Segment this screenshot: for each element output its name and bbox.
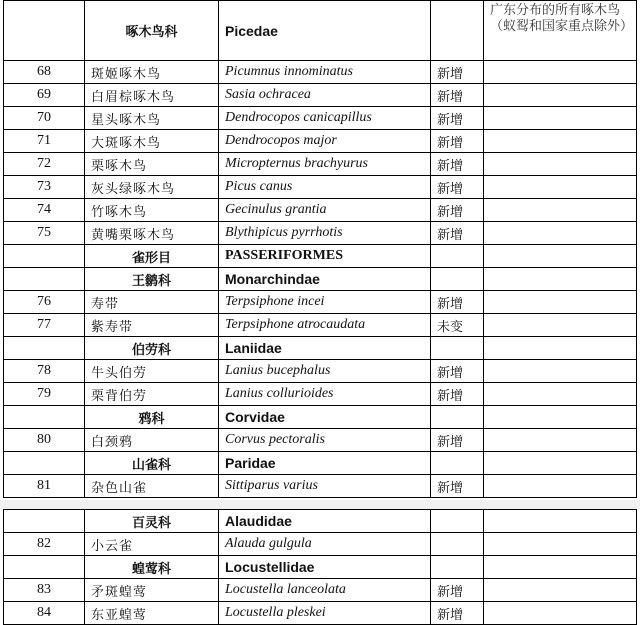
- species-number: 79: [4, 383, 85, 406]
- species-status: 新增: [431, 475, 484, 498]
- species-status: 新增: [431, 153, 484, 176]
- species-number: 78: [4, 360, 85, 383]
- family-latin-name: Laniidae: [219, 337, 431, 360]
- group-status-cell: [431, 556, 484, 579]
- species-scientific-name: Blythipicus pyrrhotis: [219, 222, 431, 245]
- species-scientific-name: Lanius collurioides: [219, 383, 431, 406]
- group-number-cell: [4, 406, 85, 429]
- species-note-cell: [484, 222, 637, 245]
- species-note-cell: [484, 176, 637, 199]
- family-chinese-name: 伯劳科: [85, 337, 219, 360]
- table-header-row: [4, 1, 637, 61]
- species-row: [4, 107, 637, 130]
- species-status: 新增: [431, 222, 484, 245]
- header-status-cell: [431, 1, 484, 61]
- species-chinese-name: 大斑啄木鸟: [85, 130, 219, 153]
- species-row: [4, 84, 637, 107]
- header-note: 广东分布的所有啄木鸟（蚁䴕和国家重点除外）: [484, 1, 637, 61]
- species-note-cell: [484, 360, 637, 383]
- species-number: 76: [4, 291, 85, 314]
- species-scientific-name: Sasia ochracea: [219, 84, 431, 107]
- species-note-cell: [484, 199, 637, 222]
- species-scientific-name: Locustella pleskei: [219, 602, 431, 625]
- group-note-cell: [484, 337, 637, 360]
- group-note-cell: [484, 510, 637, 533]
- species-chinese-name: 栗啄木鸟: [85, 153, 219, 176]
- header-number-cell: [4, 1, 85, 61]
- species-scientific-name: Gecinulus grantia: [219, 199, 431, 222]
- species-note-cell: [484, 475, 637, 498]
- species-scientific-name: Picus canus: [219, 176, 431, 199]
- family-latin-name: Monarchindae: [219, 268, 431, 291]
- species-chinese-name: 杂色山雀: [85, 475, 219, 498]
- family-latin-name: Corvidae: [219, 406, 431, 429]
- family-latin-name: Alaudidae: [219, 510, 431, 533]
- header-family-cn: 啄木鸟科: [85, 1, 219, 61]
- species-note-cell: [484, 84, 637, 107]
- species-note-cell: [484, 429, 637, 452]
- species-row: [4, 153, 637, 176]
- order-row: [4, 245, 637, 268]
- species-number: 70: [4, 107, 85, 130]
- group-status-cell: [431, 268, 484, 291]
- family-chinese-name: 王鹟科: [85, 268, 219, 291]
- species-chinese-name: 白眉棕啄木鸟: [85, 84, 219, 107]
- species-status: 新增: [431, 107, 484, 130]
- species-note-cell: [484, 61, 637, 84]
- species-row: [4, 602, 637, 625]
- species-row: [4, 222, 637, 245]
- group-number-cell: [4, 245, 85, 268]
- species-table-bottom: [3, 509, 637, 625]
- species-scientific-name: Dendrocopos canicapillus: [219, 107, 431, 130]
- species-status: 新增: [431, 602, 484, 625]
- family-chinese-name: 鸦科: [85, 406, 219, 429]
- species-note-cell: [484, 130, 637, 153]
- species-row: [4, 176, 637, 199]
- group-status-cell: [431, 406, 484, 429]
- group-note-cell: [484, 406, 637, 429]
- species-number: 84: [4, 602, 85, 625]
- header-family-lat: Picedae: [219, 1, 431, 61]
- species-number: 81: [4, 475, 85, 498]
- group-note-cell: [484, 245, 637, 268]
- species-number: 74: [4, 199, 85, 222]
- family-row: [4, 406, 637, 429]
- species-row: [4, 429, 637, 452]
- species-chinese-name: 灰头绿啄木鸟: [85, 176, 219, 199]
- group-note-cell: [484, 556, 637, 579]
- group-status-cell: [431, 245, 484, 268]
- species-status: 新增: [431, 360, 484, 383]
- group-status-cell: [431, 337, 484, 360]
- species-chinese-name: 斑姬啄木鸟: [85, 61, 219, 84]
- species-status: 新增: [431, 84, 484, 107]
- species-number: 80: [4, 429, 85, 452]
- page-break-gap: [0, 500, 640, 509]
- species-note-cell: [484, 533, 637, 556]
- species-number: 68: [4, 61, 85, 84]
- species-chinese-name: 寿带: [85, 291, 219, 314]
- species-number: 72: [4, 153, 85, 176]
- species-scientific-name: Alauda gulgula: [219, 533, 431, 556]
- species-note-cell: [484, 153, 637, 176]
- species-scientific-name: Terpsiphone incei: [219, 291, 431, 314]
- species-chinese-name: 白颈鸦: [85, 429, 219, 452]
- species-number: 83: [4, 579, 85, 602]
- species-row: [4, 533, 637, 556]
- species-number: 69: [4, 84, 85, 107]
- species-note-cell: [484, 291, 637, 314]
- group-number-cell: [4, 452, 85, 475]
- species-chinese-name: 紫寿带: [85, 314, 219, 337]
- species-table-top: [3, 0, 637, 498]
- species-row: [4, 475, 637, 498]
- species-chinese-name: 东亚蝗莺: [85, 602, 219, 625]
- species-status: 未变: [431, 314, 484, 337]
- species-row: [4, 291, 637, 314]
- species-scientific-name: Sittiparus varius: [219, 475, 431, 498]
- species-number: 71: [4, 130, 85, 153]
- species-status: 新增: [431, 130, 484, 153]
- species-note-cell: [484, 383, 637, 406]
- group-number-cell: [4, 268, 85, 291]
- species-status: 新增: [431, 176, 484, 199]
- species-chinese-name: 栗背伯劳: [85, 383, 219, 406]
- species-chinese-name: 小云雀: [85, 533, 219, 556]
- species-row: [4, 130, 637, 153]
- group-note-cell: [484, 452, 637, 475]
- family-chinese-name: 百灵科: [85, 510, 219, 533]
- species-status: 新增: [431, 383, 484, 406]
- species-number: 75: [4, 222, 85, 245]
- species-scientific-name: Terpsiphone atrocaudata: [219, 314, 431, 337]
- species-row: [4, 61, 637, 84]
- family-latin-name: Paridae: [219, 452, 431, 475]
- species-table-bottom-body: [4, 510, 637, 625]
- species-row: [4, 579, 637, 602]
- species-status: 新增: [431, 199, 484, 222]
- species-note-cell: [484, 107, 637, 130]
- species-row: [4, 360, 637, 383]
- family-row: [4, 268, 637, 291]
- group-note-cell: [484, 268, 637, 291]
- species-status: [431, 533, 484, 556]
- species-scientific-name: Dendrocopos major: [219, 130, 431, 153]
- species-row: [4, 314, 637, 337]
- group-number-cell: [4, 337, 85, 360]
- species-row: [4, 383, 637, 406]
- species-status: 新增: [431, 291, 484, 314]
- group-number-cell: [4, 556, 85, 579]
- species-row: [4, 199, 637, 222]
- species-chinese-name: 黄嘴栗啄木鸟: [85, 222, 219, 245]
- family-row: [4, 452, 637, 475]
- species-status: 新增: [431, 61, 484, 84]
- species-scientific-name: Corvus pectoralis: [219, 429, 431, 452]
- family-chinese-name: 蝗莺科: [85, 556, 219, 579]
- species-scientific-name: Picumnus innominatus: [219, 61, 431, 84]
- species-number: 73: [4, 176, 85, 199]
- species-note-cell: [484, 602, 637, 625]
- family-row: [4, 556, 637, 579]
- species-scientific-name: Lanius bucephalus: [219, 360, 431, 383]
- species-chinese-name: 星头啄木鸟: [85, 107, 219, 130]
- species-number: 82: [4, 533, 85, 556]
- species-table-top-body: [4, 1, 637, 498]
- family-latin-name: Locustellidae: [219, 556, 431, 579]
- group-status-cell: [431, 510, 484, 533]
- species-chinese-name: 牛头伯劳: [85, 360, 219, 383]
- species-number: 77: [4, 314, 85, 337]
- species-chinese-name: 竹啄木鸟: [85, 199, 219, 222]
- species-chinese-name: 矛斑蝗莺: [85, 579, 219, 602]
- species-note-cell: [484, 314, 637, 337]
- family-chinese-name: 山雀科: [85, 452, 219, 475]
- species-scientific-name: Micropternus brachyurus: [219, 153, 431, 176]
- order-chinese-name: 雀形目: [85, 245, 219, 268]
- family-row: [4, 510, 637, 533]
- group-number-cell: [4, 510, 85, 533]
- species-status: 新增: [431, 429, 484, 452]
- species-status: 新增: [431, 579, 484, 602]
- species-scientific-name: Locustella lanceolata: [219, 579, 431, 602]
- species-note-cell: [484, 579, 637, 602]
- order-latin-name: PASSERIFORMES: [219, 245, 431, 268]
- family-row: [4, 337, 637, 360]
- group-status-cell: [431, 452, 484, 475]
